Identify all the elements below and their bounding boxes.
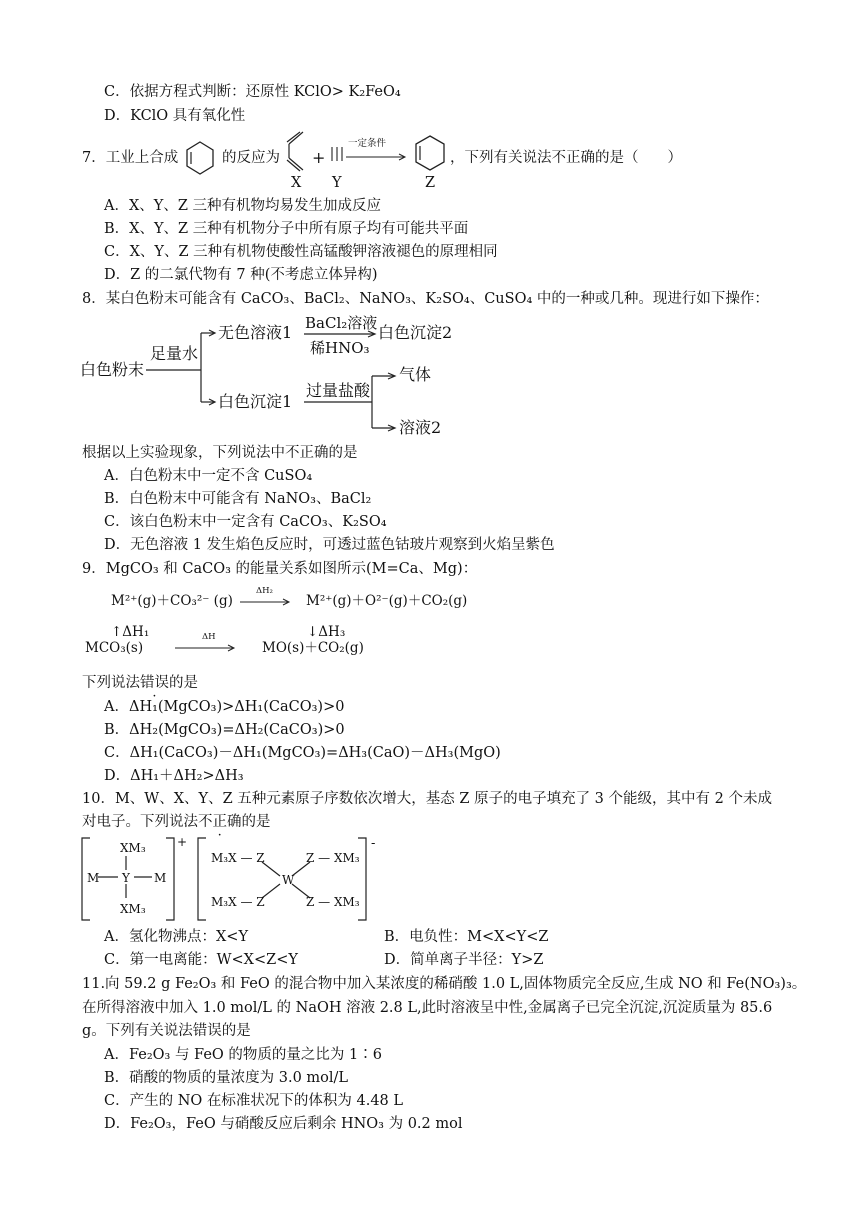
flow-solution1: 无色溶液1 <box>218 323 293 342</box>
q10-stem-line2: 对电子。下列说法不正确的是 <box>82 814 271 830</box>
q10-stem-line1: 10．M、W、X、Y、Z 五种元素原子序数依次增大，基态 Z 原子的电子填充了 3 个能级，其中有 2 个未成 <box>82 791 772 807</box>
dotted-emphasis: 错误 <box>140 675 169 691</box>
q8-option-c: C．该白色粉末中一定含有 CaCO₃、K₂SO₄ <box>104 514 387 530</box>
flow-reagent1-bottom: 稀HNO₃ <box>310 339 370 357</box>
q9-option-b: B．ΔH₂(MgCO₃)=ΔH₂(CaCO₃)>0 <box>104 722 345 738</box>
q7-stem-b: 的反应为 <box>222 150 280 166</box>
flow-acid: 过量盐酸 <box>306 381 371 400</box>
anion-top-right: Z — XM₃ <box>306 851 360 865</box>
q11-stem-line1: 11.向 59.2 g Fe₂O₃ 和 FeO 的混合物中加入某浓度的稀硝酸 1.0 L,固体物质完全反应,生成 NO 和 Fe(NO₃)₃。 <box>82 976 807 992</box>
anion-bottom-left: M₃X — Z <box>211 895 265 909</box>
energy-arrow-top <box>240 598 292 606</box>
q9-option-a: A．ΔH₁(MgCO₃)>ΔH₁(CaCO₃)>0 <box>104 699 345 715</box>
cation-left: M <box>87 871 100 885</box>
cation-charge: + <box>177 835 188 849</box>
energy-arrow-bottom <box>175 644 237 652</box>
q10-option-c: C．第一电离能：W<X<Z<Y <box>104 952 298 968</box>
anion-charge: - <box>371 836 376 851</box>
q7-stem-c: ，下列有关说法不正确的是（ ） <box>450 150 682 166</box>
q9-stem: 9．MgCO₃ 和 CaCO₃ 的能量关系如图所示(M=Ca、Mg)： <box>82 561 478 577</box>
energy-top-right: M²⁺(g)＋O²⁻(g)＋CO₂(g) <box>306 593 468 609</box>
cation-center: Y <box>122 871 130 885</box>
flow-reagent1-top: BaCl₂溶液 <box>305 314 378 332</box>
q8-option-b: B．白色粉末中可能含有 NaNO₃、BaCl₂ <box>104 491 372 507</box>
q6-option-d: D．KClO 具有氧化性 <box>104 108 246 124</box>
flowchart-arrows <box>0 0 860 450</box>
anion-center: W <box>282 873 295 887</box>
q7-option-a: A．X、Y、Z 三种有机物均易发生加成反应 <box>104 198 382 214</box>
flow-gas: 气体 <box>399 365 432 384</box>
q9-option-d: D．ΔH₁＋ΔH₂>ΔH₃ <box>104 768 244 784</box>
q10-option-b: B．电负性：M<X<Y<Z <box>384 929 549 945</box>
q11-option-a: A．Fe₂O₃ 与 FeO 的物质的量之比为 1∶6 <box>104 1047 382 1063</box>
q7-option-b: B．X、Y、Z 三种有机物分子中所有原子均有可能共平面 <box>104 221 469 237</box>
energy-dh2: ΔH₂ <box>256 586 273 596</box>
flow-solution2: 溶液2 <box>399 418 442 437</box>
q7-option-c: C．X、Y、Z 三种有机物使酸性高锰酸钾溶液褪色的原理相同 <box>104 244 498 260</box>
cation-right: M <box>154 871 167 885</box>
label-z: Z <box>425 175 436 191</box>
energy-top-left: M²⁺(g)＋CO₃²⁻ (g) <box>111 593 233 609</box>
q8-option-d: D．无色溶液 1 发生焰色反应时，可透过蓝色钴玻片观察到火焰呈紫色 <box>104 537 555 553</box>
reaction-condition: 一定条件 <box>348 138 387 149</box>
q8-option-a: A．白色粉末中一定不含 CuSO₄ <box>104 468 313 484</box>
q9-question: 下列说法错误的是 <box>82 675 198 691</box>
q7-option-d: D．Z 的二氯代物有 7 种(不考虑立体异构) <box>104 267 378 283</box>
q10-option-a: A．氢化物沸点：X<Y <box>104 929 249 945</box>
flow-precipitate1: 白色沉淀1 <box>218 392 293 411</box>
q10-option-d: D．简单离子半径：Y>Z <box>384 952 544 968</box>
energy-dh: ΔH <box>202 632 216 642</box>
q11-stem-line2: 在所得溶液中加入 1.0 mol/L 的 NaOH 溶液 2.8 L,此时溶液呈中性,金属离子已完全沉淀,沉淀质量为 85.6 <box>82 1000 773 1016</box>
q8-question: 根据以上实验现象，下列说法中不正确的是 <box>82 445 358 461</box>
energy-bottom-left: MCO₃(s) <box>85 640 144 656</box>
anion-bottom-right: Z — XM₃ <box>306 895 360 909</box>
q6-option-c: C．依据方程式判断：还原性 KClO> K₂FeO₄ <box>104 84 401 100</box>
dotted-emphasis: 不正确 <box>198 814 242 830</box>
q11-option-d: D．Fe₂O₃，FeO 与硝酸反应后剩余 HNO₃ 为 0.2 mol <box>104 1116 463 1132</box>
q11-stem-line3: g。下列有关说法错误的是 <box>82 1023 251 1039</box>
q11-option-c: C．产生的 NO 在标准状况下的体积为 4.48 L <box>104 1093 404 1109</box>
flow-water: 足量水 <box>150 344 199 363</box>
flow-start: 白色粉末 <box>80 360 145 379</box>
anion-top-left: M₃X — Z <box>211 851 265 865</box>
q8-stem: 8．某白色粉末可能含有 CaCO₃、BaCl₂、NaNO₃、K₂SO₄、CuSO₄ 中的一种或几种。现进行如下操作： <box>82 291 769 307</box>
plus-sign: + <box>312 148 326 167</box>
cation-bottom: XM₃ <box>120 902 146 916</box>
label-x: X <box>291 175 302 191</box>
energy-bottom-right: MO(s)＋CO₂(g) <box>262 640 364 656</box>
q11-option-b: B．硝酸的物质的量浓度为 3.0 mol/L <box>104 1070 349 1086</box>
q7-stem-a: 7．工业上合成 <box>82 150 179 166</box>
energy-dh3: ↓ΔH₃ <box>307 624 346 640</box>
cation-top: XM₃ <box>120 841 146 855</box>
energy-dh1: ↑ΔH₁ <box>111 624 150 640</box>
label-y: Y <box>332 175 342 191</box>
q9-option-c: C．ΔH₁(CaCO₃)－ΔH₁(MgCO₃)=ΔH₃(CaO)－ΔH₃(MgO) <box>104 745 501 761</box>
flow-precipitate2: 白色沉淀2 <box>378 323 453 342</box>
